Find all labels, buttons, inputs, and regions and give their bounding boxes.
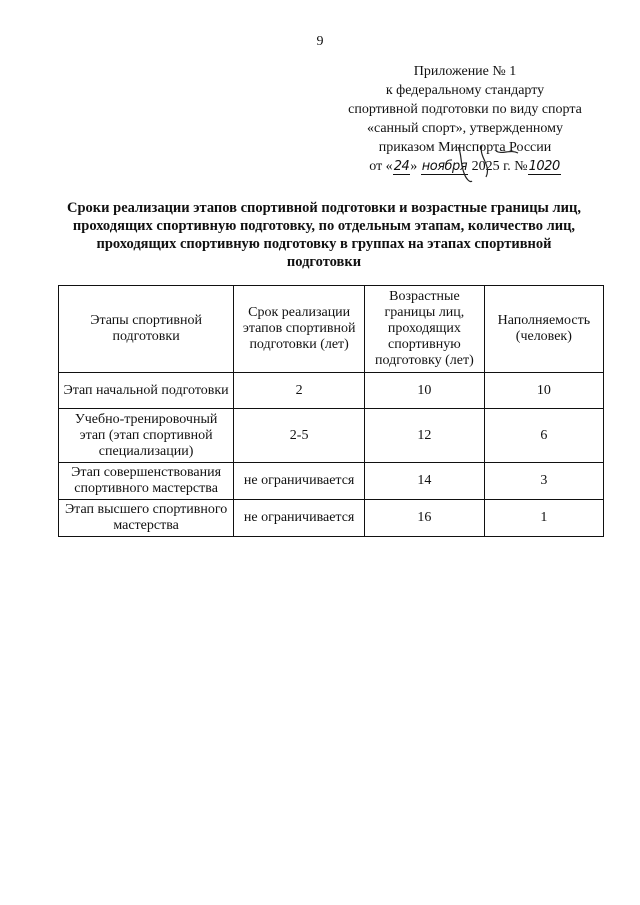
annex-line-4: «санный спорт», утвержденному [366, 121, 564, 136]
stage-duration: 2 [234, 373, 365, 409]
handwritten-month: ноября [421, 159, 468, 174]
date-year-text: 2025 г. № [471, 159, 528, 174]
table-header-row [59, 286, 604, 373]
annex-date-line [330, 157, 600, 176]
table-row [59, 463, 604, 500]
date-mid: » [410, 159, 418, 174]
stage-capacity: 10 [484, 373, 603, 409]
stage-name: Учебно-тренировочный этап (этап спортивной специализации) [59, 409, 234, 463]
stage-duration: не ограничивается [234, 463, 365, 500]
stage-name: Этап совершенствования спортивного мастерства [59, 463, 234, 500]
stage-age: 10 [365, 373, 485, 409]
header-stages: Этапы спортивной подготовки [59, 286, 234, 373]
page-number: 9 [316, 34, 324, 49]
annex-line-1: Приложение № 1 [413, 64, 517, 79]
date-prefix: от « [369, 159, 393, 174]
annex-line-5: приказом Минспорта России [378, 140, 552, 155]
header-age-limits: Возрастные границы лиц, проходящих спортивную подготовку (лет) [365, 286, 485, 373]
table-row [59, 373, 604, 409]
document-title: Сроки реализации этапов спортивной подготовки и возрастные границы лиц, проходящих спортивную подготовку, по отдельным этапам, количество лиц, проходящих спортивную подготовку в группах на этапах спортивной подготовки [67, 200, 581, 270]
stage-capacity: 6 [484, 409, 603, 463]
header-duration: Срок реализации этапов спортивной подготовки (лет) [234, 286, 365, 373]
stages-table [58, 285, 604, 537]
stage-age: 16 [365, 500, 485, 537]
stage-duration: не ограничивается [234, 500, 365, 537]
stage-age: 12 [365, 409, 485, 463]
table-row [59, 500, 604, 537]
stage-capacity: 1 [484, 500, 603, 537]
stage-age: 14 [365, 463, 485, 500]
stage-name: Этап начальной подготовки [59, 373, 234, 409]
annex-line-2: к федеральному стандарту [385, 83, 545, 98]
annex-block [330, 62, 600, 176]
stage-capacity: 3 [484, 463, 603, 500]
annex-line-3: спортивной подготовки по виду спорта [348, 102, 582, 117]
table-row [59, 409, 604, 463]
header-capacity: Наполняемость (человек) [484, 286, 603, 373]
stage-name: Этап высшего спортивного мастерства [59, 500, 234, 537]
stage-duration: 2-5 [234, 409, 365, 463]
handwritten-day: 24 [393, 159, 410, 174]
handwritten-number: 1020 [528, 159, 560, 174]
